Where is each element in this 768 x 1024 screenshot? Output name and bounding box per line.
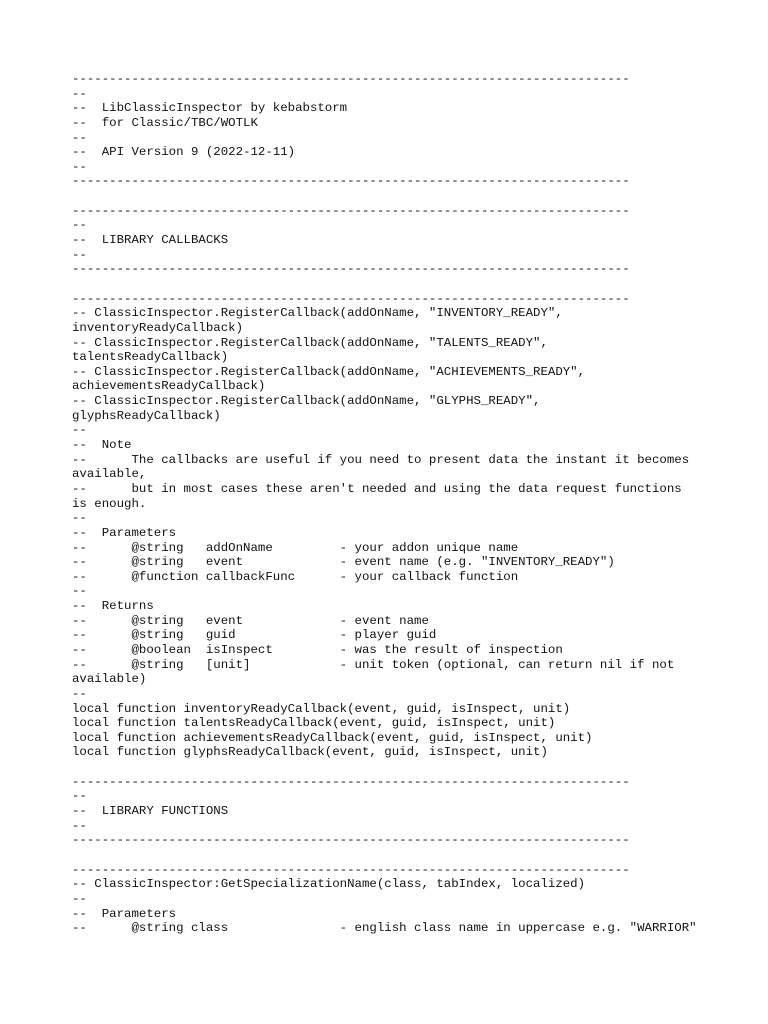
code-line: -- [72,218,87,233]
code-line: -- ClassicInspector.RegisterCallback(addOnName, "INVENTORY_READY", [72,306,563,321]
code-line: --------------------------------------------------------------------------- [72,203,630,218]
code-line: -- ClassicInspector.RegisterCallback(addOnName, "TALENTS_READY", [72,335,548,350]
code-line: --------------------------------------------------------------------------- [72,174,630,189]
code-line: -- API Version 9 (2022-12-11) [72,145,296,160]
code-line: -- [72,130,87,145]
code-line: available, [72,467,147,482]
code-line: -- [72,789,87,804]
code-line: --------------------------------------------------------------------------- [72,774,630,789]
code-line: -- @string guid - player guid [72,628,437,643]
code-line: --------------------------------------------------------------------------- [72,291,630,306]
code-line: talentsReadyCallback) [72,350,229,365]
code-line: -- [72,86,87,101]
code-line: -- LIBRARY CALLBACKS [72,233,229,248]
code-line: -- @string [unit] - unit token (optional, can return nil if not [72,657,675,672]
code-line: -- ClassicInspector.RegisterCallback(addOnName, "GLYPHS_READY", [72,394,541,409]
code-line: local function talentsReadyCallback(event, guid, isInspect, unit) [72,716,556,731]
code-line: -- LibClassicInspector by kebabstorm [72,101,348,116]
code-line: -- @function callbackFunc - your callback function [72,569,519,584]
code-line: -- @string addOnName - your addon unique name [72,540,519,555]
code-line: -- ClassicInspector.RegisterCallback(addOnName, "ACHIEVEMENTS_READY", [72,364,586,379]
code-line: -- LIBRARY FUNCTIONS [72,804,229,819]
code-line: -- @string event - event name (e.g. "INVENTORY_READY") [72,555,615,570]
code-line: --------------------------------------------------------------------------- [72,262,630,277]
code-line: -- [72,423,87,438]
code-line [72,277,712,292]
code-line: -- [72,686,87,701]
code-line: -- [72,247,87,262]
code-line: -- [72,511,87,526]
code-line: -- ClassicInspector:GetSpecializationName(class, tabIndex, localized) [72,877,586,892]
code-line: local function achievementsReadyCallback(event, guid, isInspect, unit) [72,730,593,745]
code-line: -- [72,584,87,599]
code-line: inventoryReadyCallback) [72,320,244,335]
code-line: glyphsReadyCallback) [72,408,221,423]
document-page [72,72,712,936]
code-line: local function inventoryReadyCallback(event, guid, isInspect, unit) [72,701,571,716]
code-line: achievementsReadyCallback) [72,379,266,394]
code-line: -- for Classic/TBC/WOTLK [72,115,258,130]
code-line [72,189,712,204]
code-line [72,760,712,775]
code-line: -- Parameters [72,906,177,921]
code-line: -- Parameters [72,525,177,540]
code-line: -- The callbacks are useful if you need to present data the instant it becomes [72,452,690,467]
code-line: -- [72,818,87,833]
code-line: -- @string event - event name [72,613,429,628]
code-line: -- @string class - english class name in uppercase e.g. "WARRIOR" [72,921,697,936]
code-line: -- but in most cases these aren't needed and using the data request functions [72,481,682,496]
code-line: --------------------------------------------------------------------------- [72,862,630,877]
code-line [72,848,712,863]
code-line: -- @boolean isInspect - was the result of inspection [72,642,563,657]
code-line: -- [72,159,87,174]
code-line: -- [72,891,87,906]
code-line: -- Returns [72,599,154,614]
code-line: available) [72,672,147,687]
code-line: --------------------------------------------------------------------------- [72,72,630,86]
code-line: local function glyphsReadyCallback(event, guid, isInspect, unit) [72,745,548,760]
code-line: is enough. [72,496,147,511]
code-line: -- Note [72,438,132,453]
code-line: --------------------------------------------------------------------------- [72,833,630,848]
